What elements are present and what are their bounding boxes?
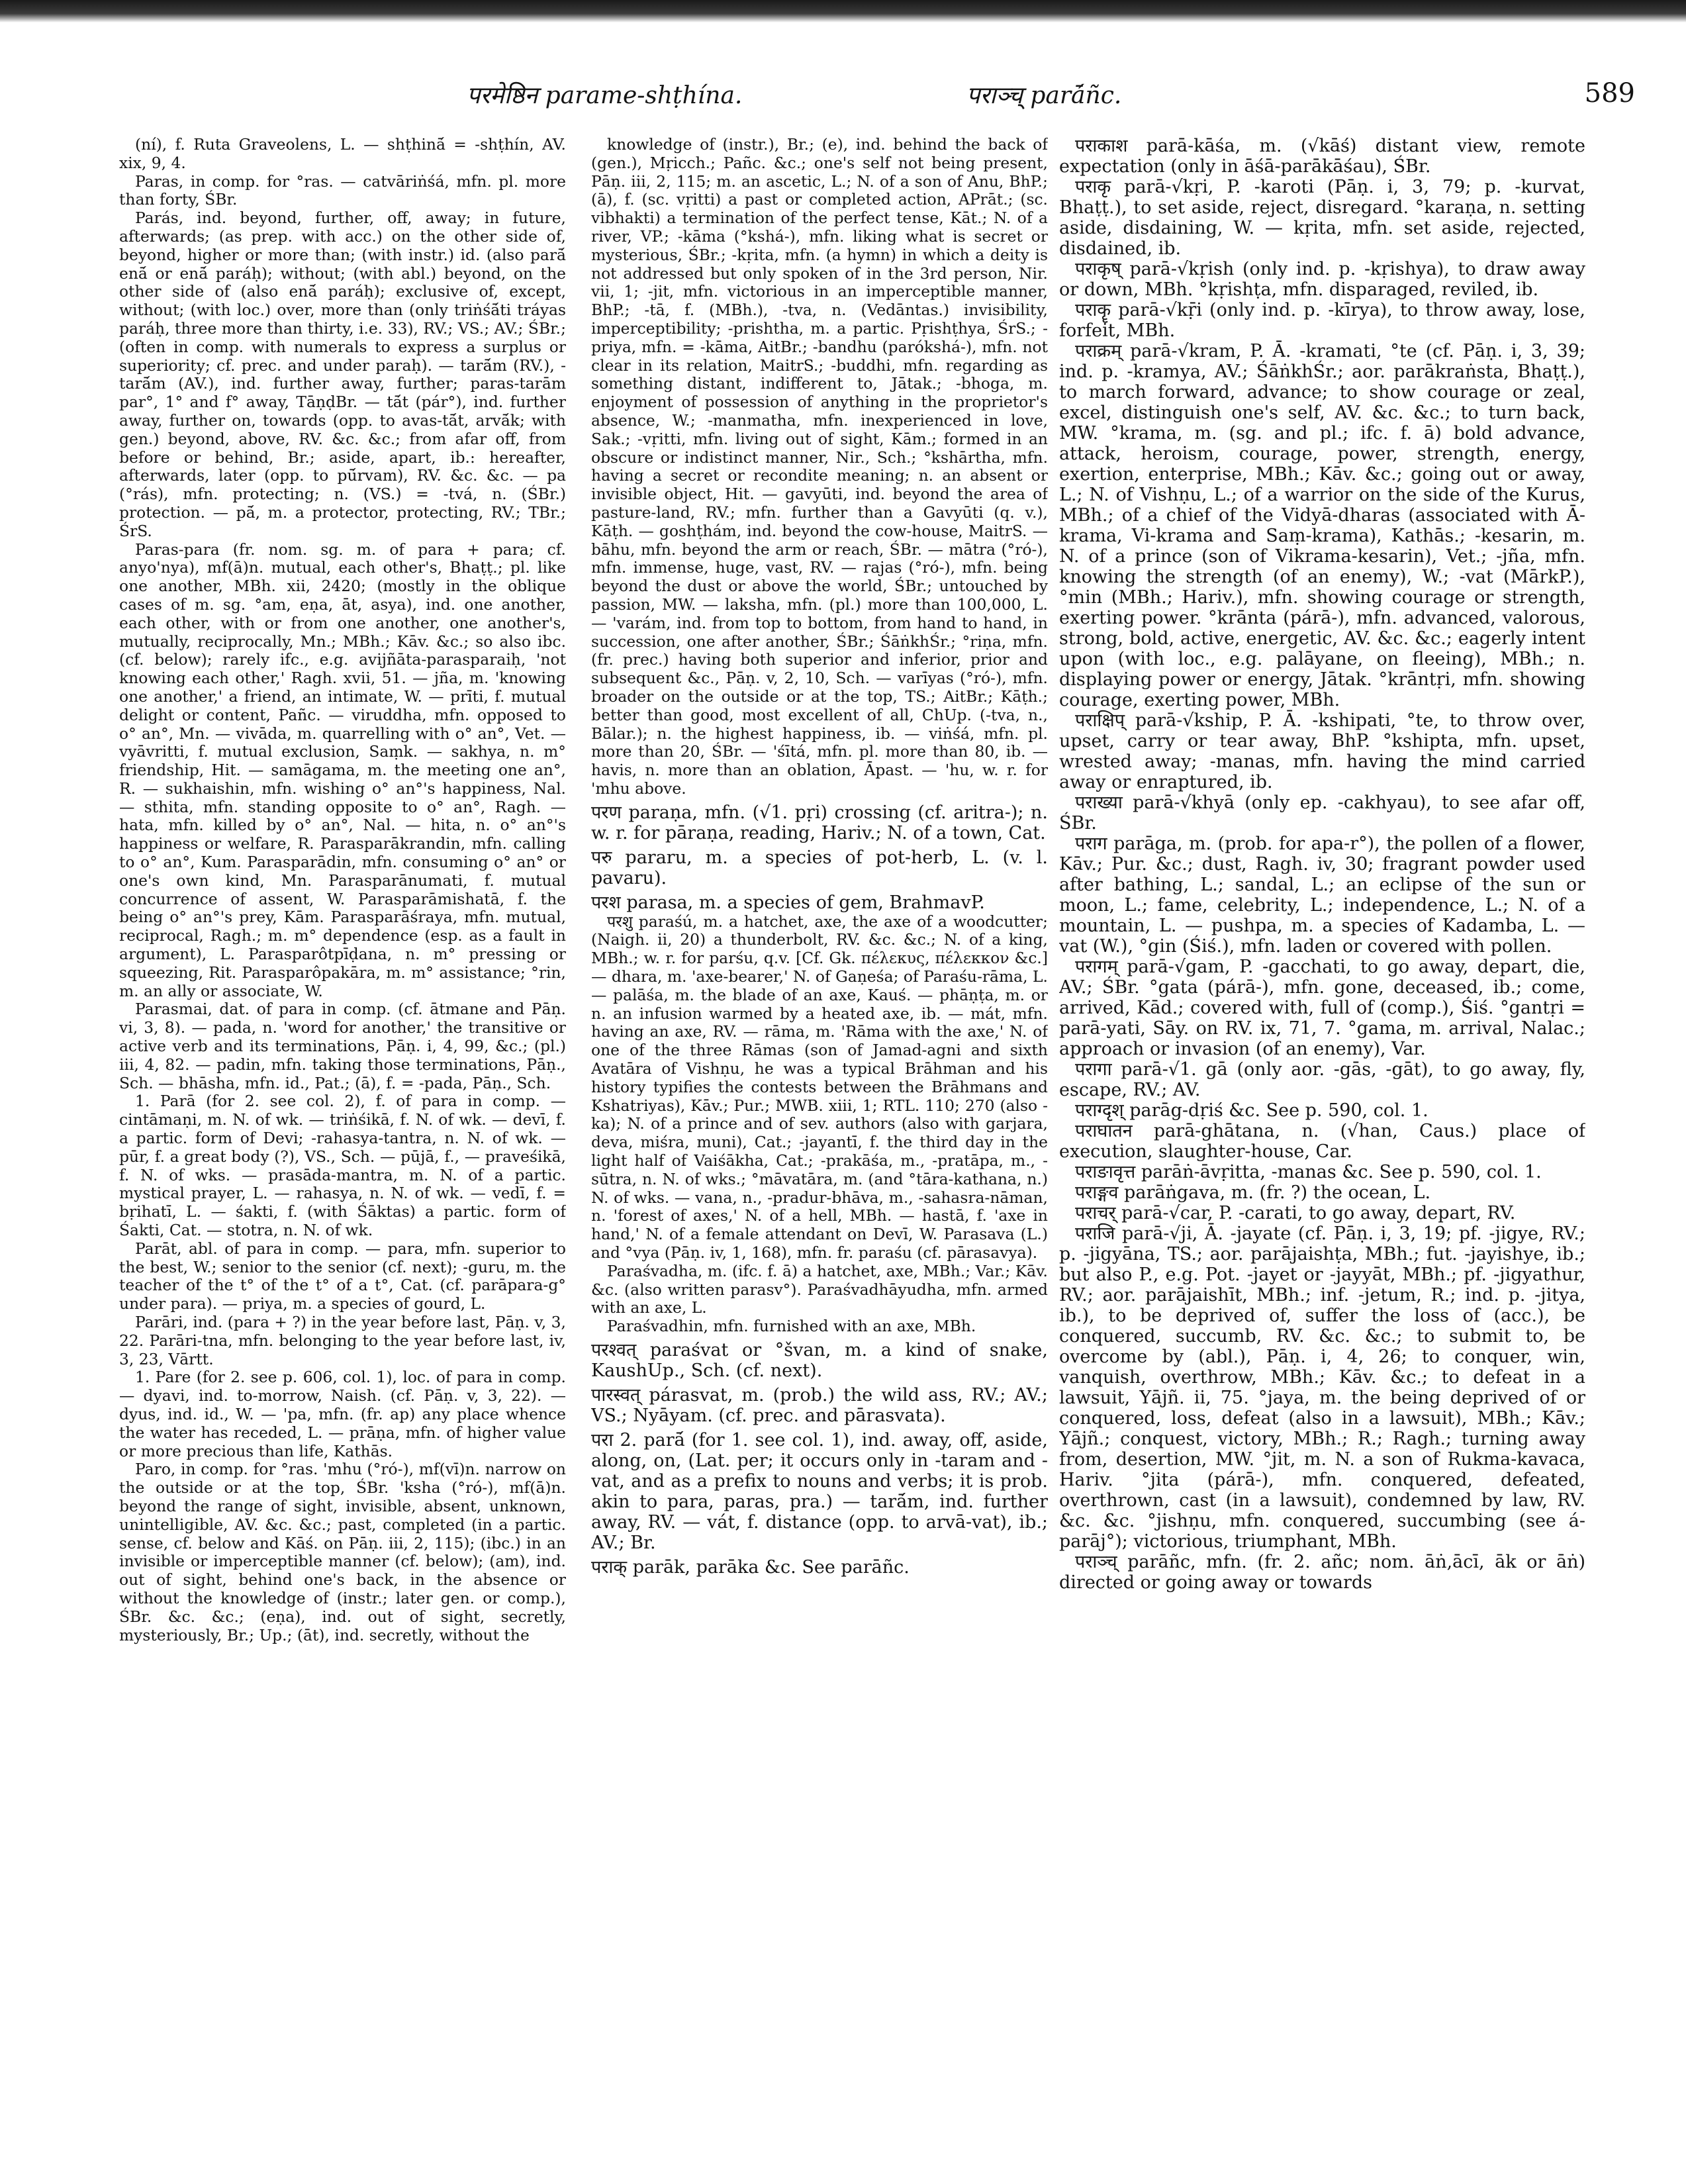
- dictionary-entry: Parāri, ind. (para + ?) in the year before last, Pāṇ. v, 3, 22. Parāri-tna, mfn. belonging to the year before last, iv, 3, 23, Vārtt.: [119, 1313, 566, 1368]
- page-number: 589: [1584, 78, 1635, 109]
- dictionary-entry: पारस्वत् párasvat, m. (prob.) the wild ass, RV.; AV.; VS.; Nyāyam. (cf. prec. and pārasvata).: [591, 1385, 1048, 1427]
- dictionary-entry: पराख्या parā-√khyā (only ep. -cakhyau), to see afar off, ŚBr.: [1059, 792, 1585, 833]
- dictionary-entry: पराकाश parā-kāśa, m. (√kāś) distant view, remote expectation (only in āśā-parākāśau), ŚBr.: [1059, 136, 1585, 177]
- dictionary-entry: पराघातन parā-ghātana, n. (√han, Caus.) place of execution, slaughter-house, Car.: [1059, 1121, 1585, 1162]
- dictionary-entry: 1. Pare (for 2. see p. 606, col. 1), loc. of para in comp. — dyavi, ind. to-morrow, Naish. (cf. Pāṇ. v, 3, 22). — dyus, ind. id., W. — 'pa, mfn. (fr. ap) any place whence the water has receded, L. — prāṇa, mfn. of higher value or more precious than life, Kathās.: [119, 1368, 566, 1460]
- dictionary-entry: परण paraṇa, mfn. (√1. pṛi) crossing (cf. aritra-); n. w. r. for pāraṇa, reading, Hariv.; N. of a town, Cat.: [591, 802, 1048, 843]
- dictionary-entry: Parás, ind. beyond, further, off, away; in future, afterwards; (as prep. with acc.) on the other side of, beyond, higher or more than; (with instr.) id. (also parā́ enā́ or enā́ paráḥ); without; (with abl.) beyond, on the other side of (also enā́ paráḥ); exclusive of, except, without; (with loc.) over, more than (only triṅśā́ti tráyas paráḥ, three more than thirty, i.e. 33), RV.; VS.; AV.; ŚBr.; (often in comp. with numerals to express a surplus or superiority; cf. prec. and under paraḥ). — tarā́m (RV.), -tarā́m (AV.), ind. further away, further; paras-tarām par°, 1° and f° away, TāṇḍBr. — tā́t (pár°), ind. further away, further on, towards (opp. to avas-tā́t, arvā́k; with gen.) beyond, above, RV. &c. &c.; from afar off, from before or behind, Br.; aside, apart, ib.: hereafter, afterwards, later (opp. to pū́rvam), RV. &c. &c. — pa (°rás), mfn. protecting; n. (VS.) = -tvá, n. (ŚBr.) protection. — pā́, m. a protector, protecting, RV.; TBr.; ŚrS.: [119, 209, 566, 540]
- dictionary-entry: knowledge of (instr.), Br.; (e), ind. behind the back of (gen.), Mṛicch.; Pañc. &c.; one's self not being present, Pāṇ. iii, 2, 115; m. an ascetic, L.; N. of a son of Anu, BhP.; (ā), f. (sc. vṛitti) a past or completed action, APrāt.; (sc. vibhakti) a termination of the perfect tense, Kāt.; N. of a river, VP.; -kāma (°kshá-), mfn. liking what is secret or mysterious, ŚBr.; -kṛita, mfn. (a hymn) in which a deity is not addressed but only spoken of in the 3rd person, Nir. vii, 1; -jit, mfn. victorious in an imperceptible manner, BhP.; -tā, f. (MBh.), -tva, n. (Vedāntas.) invisibility, imperceptibility; -prishtha, m. a partic. Pṛishṭhya, ŚrS.; -priya, mfn. = -kāma, AitBr.; -bandhu (parókshá-), mfn. not clear in its relation, MaitrS.; -buddhi, mfn. regarding as something distant, indifferent to, Jātak.; -bhoga, m. enjoyment of possession of anything in the proprietor's absence, W.; -manmatha, mfn. inexperienced in love, Sak.; -vṛitti, mfn. living out of sight, Kām.; formed in an obscure or indistinct manner, Nir., Sch.; °kshārtha, mfn. having a secret or recondite meaning; n. an absent or invisible object, Hit. — gavyūti, ind. beyond the area of pasture-land, RV.; mfn. further than a Gavyūti (q. v.), Kāṭh. — goshṭhám, ind. beyond the cow-house, MaitrS. — bāhu, mfn. beyond the arm or reach, ŚBr. — mātra (°ró-), mfn. immense, huge, vast, RV. — rajas (°ró-), mfn. being beyond the dust or above the world, ŚBr.; untouched by passion, MW. — laksha, mfn. (pl.) more than 100,000, L. — 'varám, ind. from top to bottom, from hand to hand, in succession, one after another, ŚBr.; ŚāṅkhŚr.; °riṇa, mfn. (fr. prec.) having both superior and inferior, prior and subsequent &c., Pāṇ. v, 2, 10, Sch. — varīyas (°ró-), mfn. broader on the outside or at the top, TS.; AitBr.; Kāṭh.; better than good, most excellent of all, ChUp. (-tva, n., Bālar.); n. the highest happiness, ib. — viṅśá, mfn. pl. more than 20, ŚBr. — 'śītá, mfn. pl. more than 80, ib. — havis, n. more than an oblation, Āpast. — 'hu, w. r. for 'mhu above.: [591, 136, 1048, 798]
- column-2: [591, 136, 1048, 2161]
- dictionary-entry: पराक्रम् parā-√kram, P. Ā. -kramati, °te (cf. Pāṇ. i, 3, 39; ind. p. -kramya, AV.; ŚāṅkhŚr.; aor. parākraṅsta, Bhaṭṭ.), to march forward, advance; to show courage or zeal, excel, distinguish one's self, AV. &c. &c.; to turn back, MW. °krama, m. (sg. and pl.; ifc. f. ā) bold advance, attack, heroism, courage, power, strength, energy, exertion, enterprise, MBh.; Kāv. &c.; going out or away, L.; N. of Vishṇu, L.; of a warrior on the side of the Kurus, MBh.; of a chief of the Vidyā-dharas (associated with Ā-krama, Vi-krama and Saṃ-krama), Kathās.; -kesarin, m. N. of a prince (son of Vikrama-kesarin), Vet.; -jña, mfn. knowing the strength (of an enemy), W.; -vat (MārkP.), °min (MBh.; Hariv.), mfn. showing courage or strength, exerting power. °krānta (párā-), mfn. advanced, valorous, strong, bold, active, energetic, AV. &c. &c.; eagerly intent upon (with loc., e.g. palāyane, on fleeing), MBh.; n. displaying power or energy, Jātak. °krāntṛi, mfn. showing courage, exerting power, MBh.: [1059, 341, 1585, 710]
- scan-top-edge: [0, 0, 1686, 23]
- dictionary-entry: पराकृष् parā-√kṛish (only ind. p. -kṛishya), to draw away or down, MBh. °kṛishṭa, mfn. disparaged, reviled, ib.: [1059, 259, 1585, 300]
- dictionary-entry: Paraśvadha, m. (ifc. f. ā) a hatchet, axe, MBh.; Var.; Kāv. &c. (also written parasv°). Paraśvadhāyudha, mfn. armed with an axe, L.: [591, 1261, 1048, 1317]
- dictionary-entry: पराग्दृश् parāg-dṛiś &c. See p. 590, col. 1.: [1075, 1100, 1428, 1121]
- dictionary-entry: Parasmai, dat. of para in comp. (cf. ātmane and Pāṇ. vi, 3, 8). — pada, n. 'word for another,' the transitive or active verb and its terminations, Pāṇ. i, 4, 99, &c.; (pl.) iii, 4, 82. — padin, mfn. taking those terminations, Pāṇ., Sch. — bhāsha, mfn. id., Pat.; (ā), f. = -pada, Pāṇ., Sch.: [119, 1000, 566, 1092]
- column-3: [1059, 136, 1585, 2161]
- column-1: [119, 136, 566, 2161]
- dictionary-entry: परशु paraśú, m. a hatchet, axe, the axe of a woodcutter; (Naigh. ii, 20) a thunderbolt, RV. &c. &c.; N. of a king, MBh.; w. r. for parśu, q.v. [Cf. Gk. πέλεκυς, πέλεκκον &c.] — dhara, m. 'axe-bearer,' N. of Gaṇeśa; of Paraśu-rāma, L. — palāśa, m. the blade of an axe, Kauś. — phāṇṭa, m. or n. an infusion warmed by a heated axe, ib. — mát, mfn. having an axe, RV. — rāma, m. 'Rāma with the axe,' N. of one of the three Rāmas (son of Jamad-agni and sixth Avatāra of Vishṇu, he was a typical Brāhman and his history typifies the contests between the Brāhmans and Kshatriyas), Kāv.; Pur.; MWB. xiii, 1; RTL. 110; 270 (also -ka); N. of a prince and of sev. authors (also with garjara, deva, miśra, muni), Cat.; -jayantī, f. the third day in the light half of Vaiśākha, Cat.; -prakāśa, m., -pratāpa, m., -sūtra, n. N. of wks.; °māvatāra, m. (and °tāra-kathana, n.) N. of wks. — vana, n., -pradur-bhāva, m., -sahasra-nāman, n. 'forest of axes,' N. of a hell, MBh. — hastā, f. 'axe in hand,' N. of a female attendant on Devī, W. Parasava (L.) and °vya (Pāṇ. iv, 1, 168), mfn. fr. paraśu (cf. pārasavya).: [591, 912, 1048, 1262]
- header-center-headword: पराञ्च् parā́ñc.: [966, 82, 1122, 109]
- dictionary-entry: (ní), f. Ruta Graveolens, L. — shṭhinā́ = -shṭhín, AV. xix, 9, 4.: [119, 136, 566, 172]
- dictionary-entry: पराजि parā-√ji, Ā. -jayate (cf. Pāṇ. i, 3, 19; pf. -jigye, RV.; p. -jigyāna, TS.; aor. parājaishṭa, MBh.; fut. -jayishye, ib.; but also P., e.g. Pot. -jayet or -jayyāt, MBh.; pf. -jigyathur, RV.; aor. parājaishīt, MBh.; inf. -jetum, R.; ind. p. -jitya, ib.), to be deprived of, suffer the loss of (acc.), be conquered, succumb, RV. &c. &c.; to submit to, be overcome by (abl.), Pāṇ. i, 4, 26; to conquer, win, vanquish, overthrow, MBh.; Kāv. &c.; to defeat in a lawsuit, Yājñ. ii, 75. °jaya, m. the being deprived of or conquered, loss, defeat (also in a lawsuit), MBh.; Kāv.; Yājñ.; conquest, victory, MBh.; R.; Ragh.; turning away from, desertion, MW. °jit, m. N. a son of Rukma-kavaca, Hariv. °jita (párā-), mfn. conquered, defeated, overthrown, cast (in a lawsuit), condemned by law, RV. &c. &c. °jishṇu, mfn. conquered, succumbing (see á-parāj°); victorious, triumphant, MBh.: [1059, 1223, 1585, 1552]
- dictionary-entry: पराक् parāk, parāka &c. See parāñc.: [591, 1557, 910, 1578]
- dictionary-entry: परागा parā-√1. gā (only aor. -gās, -gāt), to go away, fly, escape, RV.; AV.: [1059, 1059, 1585, 1100]
- page-header: [93, 78, 1635, 124]
- dictionary-entry: पराङावृत्त parāṅ-āvṛitta, -manas &c. See p. 590, col. 1.: [1075, 1162, 1542, 1182]
- dictionary-entry: परागम् parā-√gam, P. -gacchati, to go away, depart, die, AV.; ŚBr. °gata (párā-), mfn. gone, deceased, ib.; come, arrived, Kād.; covered with, full of (comp.), Śiś. °gantṛi = parā-yati, Sāy. on RV. ix, 71, 7. °gama, m. arrival, Nalac.; approach or invasion (of an enemy), Var.: [1059, 957, 1585, 1059]
- dictionary-entry: परु pararu, m. a species of pot-herb, L. (v. l. pavaru).: [591, 847, 1048, 888]
- dictionary-entry: पराचर् parā-√car, P. -carati, to go away, depart, RV.: [1075, 1203, 1516, 1223]
- dictionary-entry: पराकॄ parā-√kṝi (only ind. p. -kīrya), to throw away, lose, forfeit, MBh.: [1059, 300, 1585, 341]
- dictionary-entry: Parāt, abl. of para in comp. — para, mfn. superior to the best, W.; senior to the senior (cf. next); -guru, m. the teacher of the t° of the t° of a t°, Cat. (cf. parāpara-g° under para). — priya, m. a species of gourd, L.: [119, 1239, 566, 1313]
- dictionary-entry: पराकृ parā-√kṛi, P. -karoti (Pāṇ. i, 3, 79; p. -kurvat, Bhaṭṭ.), to set aside, reject, disregard. °karaṇa, n. setting aside, disdaining, W. — kṛita, mfn. set aside, rejected, disdained, ib.: [1059, 177, 1585, 259]
- dictionary-entry: पराञ्च् parāñc, mfn. (fr. 2. añc; nom. āṅ,ācī, āk or āṅ) directed or going away or towards: [1059, 1552, 1585, 1593]
- dictionary-entry: 1. Parā (for 2. see col. 2), f. of para in comp. — cintāmaṇi, m. N. of wk. — triṅśikā, f. N. of wk. — devī, f. a partic. form of Devi; -rahasya-tantra, n. N. of wk. — pūr, f. a great body (?), VS., Sch. — pūjā, f., — praveśikā, f. N. of wks. — prasāda-mantra, m. N. of a partic. mystical prayer, L. — rahasya, n. N. of wk. — vedī, f. = bṛihatī, L. — śakti, f. (with Śāktas) a partic. form of Śakti, Cat. — stotra, n. N. of wk.: [119, 1092, 566, 1240]
- dictionary-entry: परश parasa, m. a species of gem, BrahmavP.: [591, 892, 985, 913]
- dictionary-entry: Paro, in comp. for °ras. 'mhu (°ró-), mf(vī)n. narrow on the outside or at the top, ŚBr. 'ksha (°ró-), mf(ā)n. beyond the range of sight, invisible, absent, unknown, unintelligible, AV. &c. &c.; past, completed (in a partic. sense, cf. below and Kāś. on Pāṇ. iii, 2, 115); (ibc.) in an invisible or imperceptible manner (cf. below); (am), ind. out of sight, behind one's back, in the absence or without the knowledge of (instr.; later gen. or comp.), ŚBr. &c. &c.; (eṇa), ind. out of sight, secretly, mysteriously, Br.; Up.; (āt), ind. secretly, without the: [119, 1460, 566, 1644]
- dictionary-entry: परश्वत् paraśvat or °švan, m. a kind of snake, KaushUp., Sch. (cf. next).: [591, 1340, 1048, 1382]
- dictionary-entry: Paraśvadhin, mfn. furnished with an axe, MBh.: [607, 1317, 976, 1336]
- dictionary-entry: पराग parāga, m. (prob. for apa-r°), the pollen of a flower, Kāv.; Pur. &c.; dust, Ragh. iv, 30; fragrant powder used after bathing, L.; sandal, L.; an eclipse of the sun or moon, L.; fame, celebrity, L.; independence, L.; N. of a mountain, L. — pushpa, m. a species of Kadamba, L. — vat (W.), °gin (Śiś.), mfn. laden or covered with pollen.: [1059, 833, 1585, 957]
- dictionary-entry: पराक्षिप् parā-√kship, P. Ā. -kshipati, °te, to throw over, upset, carry or tear away, BhP. °kshipta, mfn. upset, wrested away; -manas, mfn. having the mind carried away or enraptured, ib.: [1059, 710, 1585, 792]
- dictionary-entry: Paras-para (fr. nom. sg. m. of para + para; cf. anyo'nya), mf(ā)n. mutual, each other's, Bhaṭṭ.; pl. like one another, MBh. xii, 2420; (mostly in the oblique cases of m. sg. °am, eṇa, āt, asya), ind. one another, each other, with or from one another, one another's, mutually, reciprocally, Mn.; MBh.; Kāv. &c.; so also ibc. (cf. below); rarely ifc., e.g. avijñāta-parasparaiḥ, 'not knowing each other,' Ragh. xvii, 51. — jña, m. 'knowing one another,' a friend, an intimate, W. — prīti, f. mutual delight or content, Pañc. — viruddha, mfn. opposed to o° an°, Mn. — vivāda, m. quarrelling with o° an°, Vet. — vyāvritti, f. mutual exclusion, Saṃk. — sakhya, n. m° friendship, Hit. — samāgama, m. the meeting one an°, R. — sukhaishin, mfn. wishing o° an°'s happiness, Nal. — sthita, mfn. standing opposite to o° an°, Ragh. — hata, mfn. killed by o° an°, Nal. — hita, n. o° an°'s happiness or welfare, R. Parasparākrandin, mfn. calling to o° an°, Kum. Parasparādin, mfn. consuming o° an° or one's own kind, Mn. Parasparānumati, f. mutual concurrence of assent, W. Parasparāmishatā, f. the being o° an°'s prey, Kām. Parasparāśraya, mfn. mutual, reciprocal, Ragh.; m. m° dependence (esp. as a fault in argument), L. Parasparôtpīḍana, n. m° pressing or squeezing, Rit. Parasparôpakāra, m. m° assistance; °rin, m. an ally or associate, W.: [119, 540, 566, 1000]
- dictionary-entry: पराङ्गव parāṅgava, m. (fr. ?) the ocean, L.: [1075, 1182, 1431, 1203]
- header-left-headword: परमेष्ठिन parame-shṭhína.: [467, 82, 743, 109]
- dictionary-entry: परा 2. parā́ (for 1. see col. 1), ind. away, off, aside, along, on, (Lat. per; it occurs only in -taram and -vat, and as a prefix to nouns and verbs; it is prob. akin to para, paras, pra.) — tarā́m, ind. further away, RV. — vát, f. distance (opp. to arvā-vat), ib.; AV.; Br.: [591, 1430, 1048, 1554]
- dictionary-entry: Paras, in comp. for °ras. — catvāriṅśá, mfn. pl. more than forty, ŚBr.: [119, 171, 566, 209]
